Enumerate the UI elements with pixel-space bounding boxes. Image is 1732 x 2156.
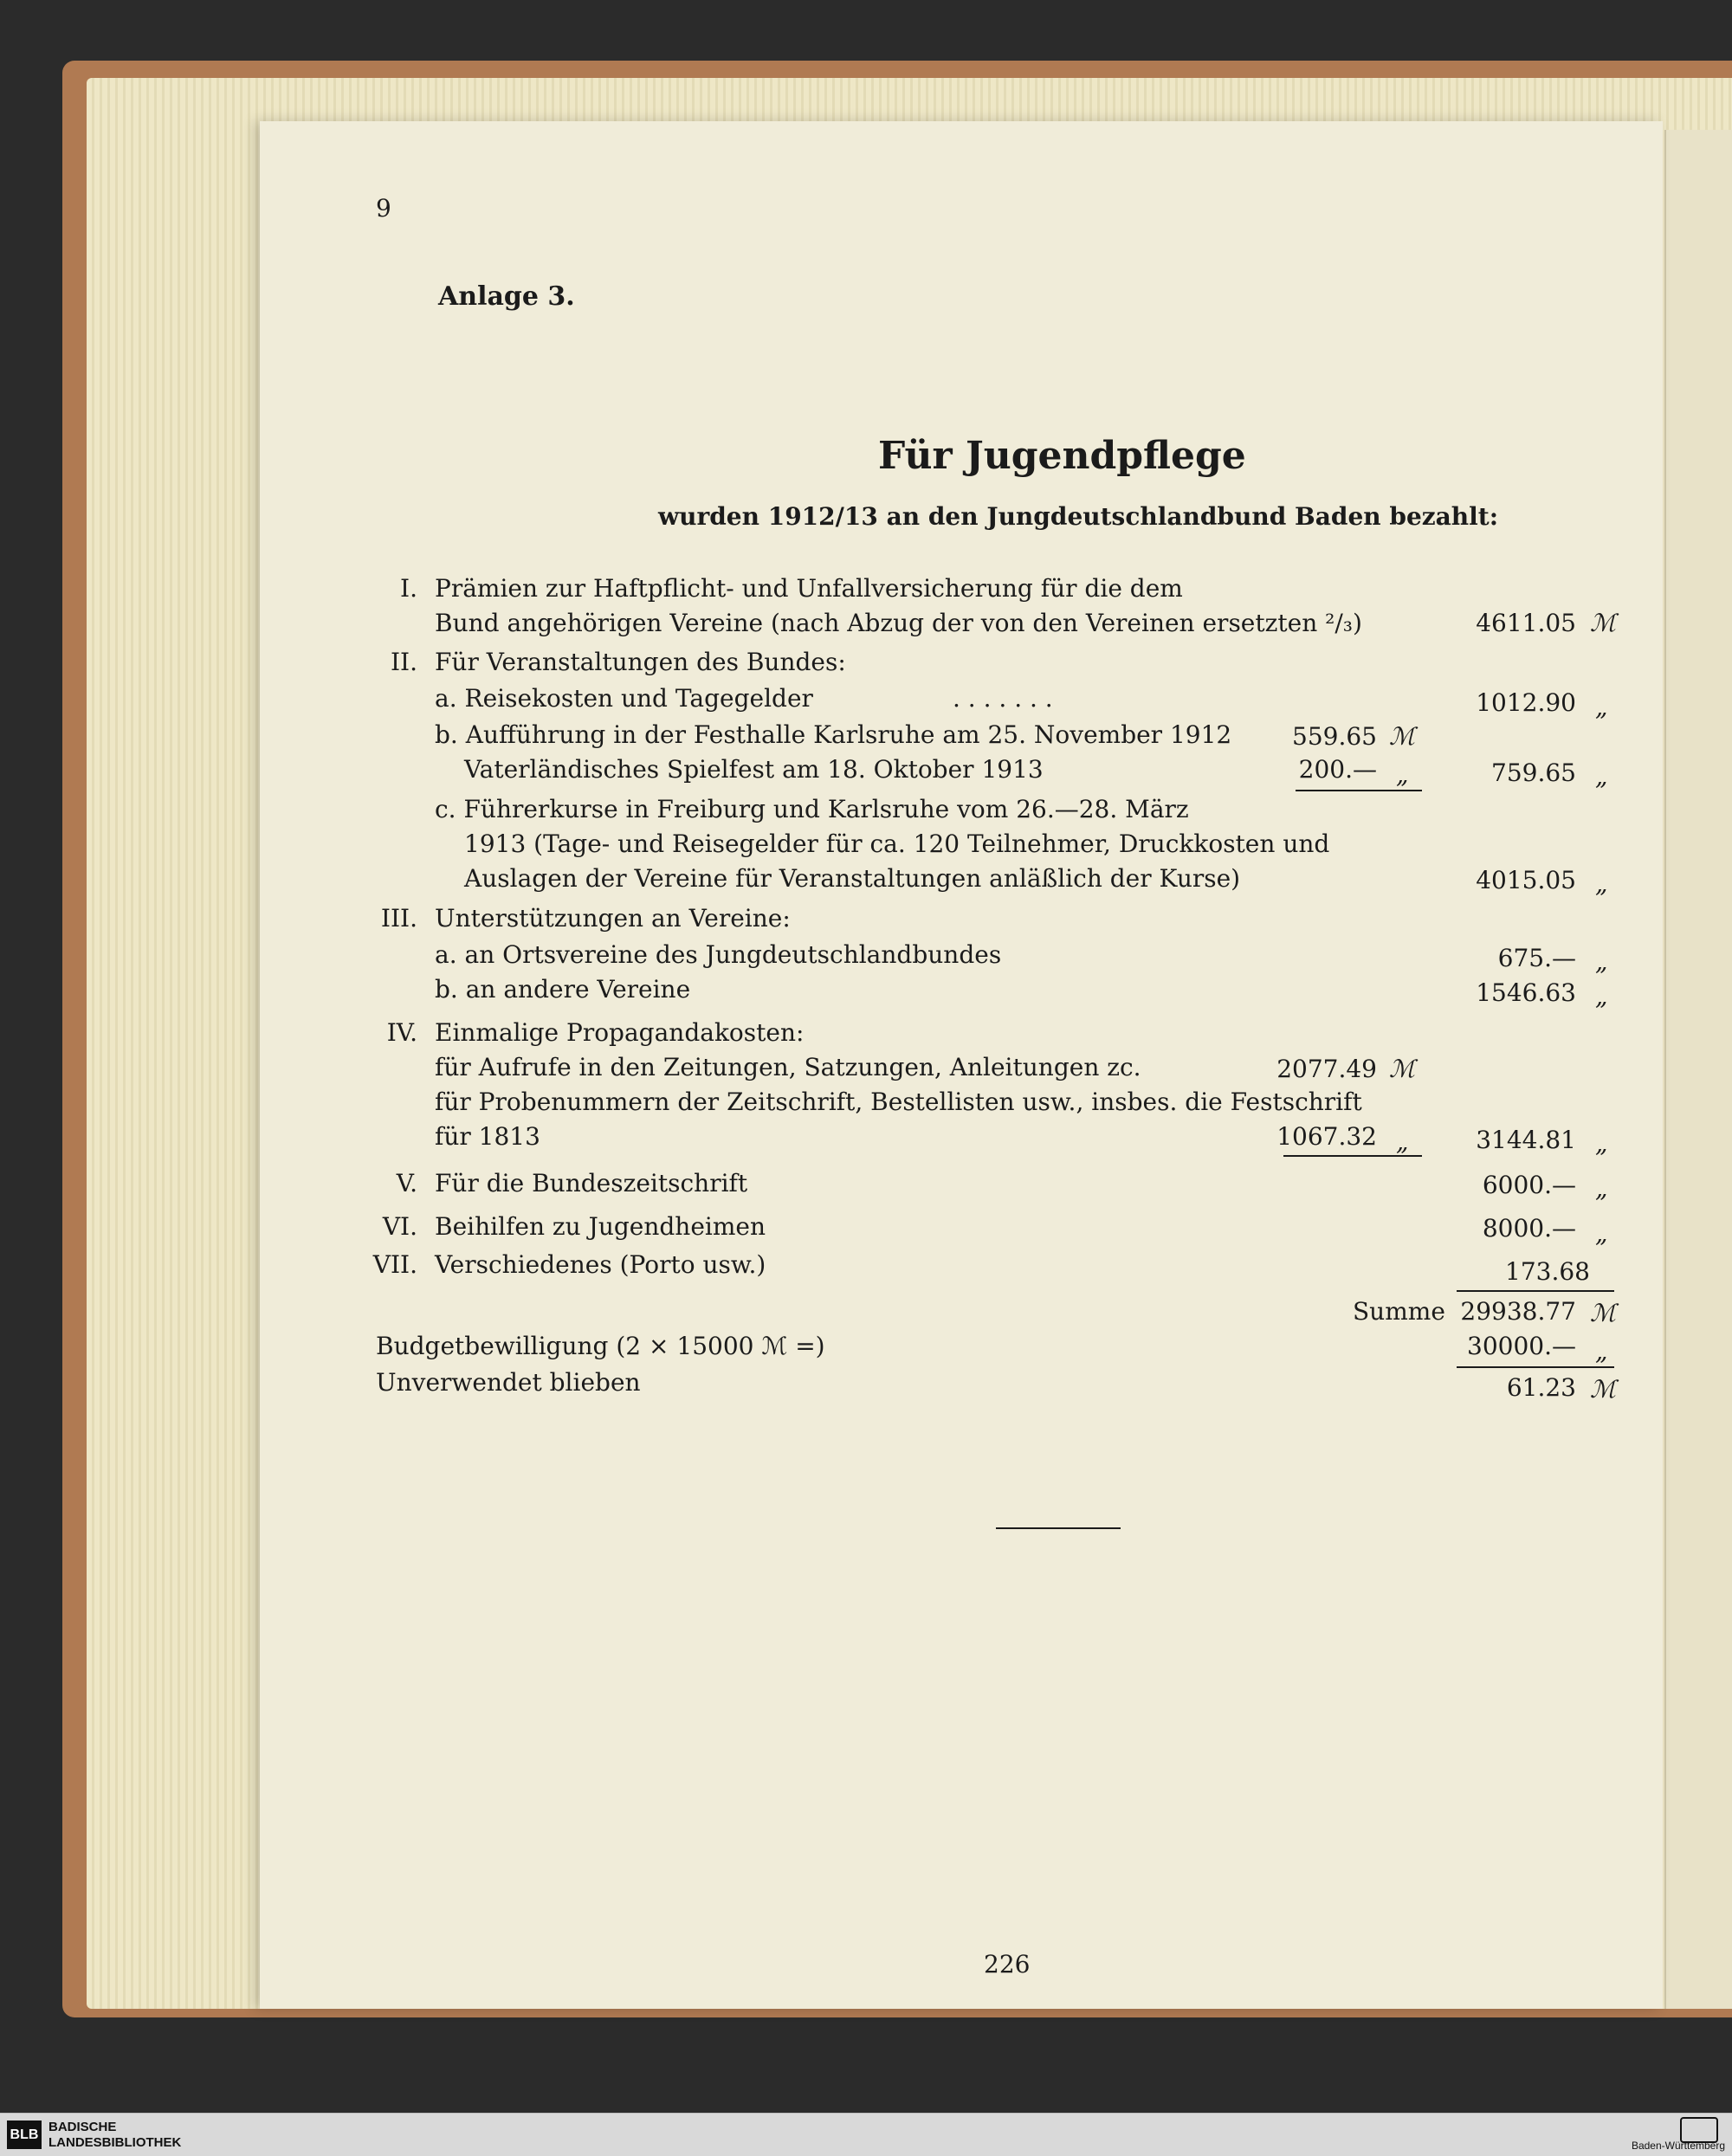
numeral-vii: VII. [372, 1250, 417, 1279]
summe-unit: ℳ [1590, 1299, 1616, 1327]
budget-unit: „ [1595, 1337, 1608, 1365]
item-ii-heading: Für Veranstaltungen des Bundes: [435, 648, 846, 676]
item-iv-line3: für 1813 [435, 1122, 540, 1151]
budget-label: Budgetbewilligung (2 × 15000 ℳ =) [376, 1332, 825, 1360]
numeral-iv: IV. [386, 1018, 417, 1047]
total-rule [1457, 1290, 1614, 1292]
item-i-amount: 4611.05 [1476, 609, 1576, 637]
numeral-vi: VI. [382, 1212, 417, 1241]
library-name: BADISCHE LANDESBIBLIOTHEK [48, 2120, 182, 2150]
blb-logo: BLB [7, 2120, 42, 2149]
item-v-amount: 6000.— [1482, 1171, 1576, 1199]
item-i-line1: Prämien zur Haftpflicht- und Unfallversicherung für die dem [435, 574, 1183, 603]
item-i-unit: ℳ [1590, 609, 1616, 637]
unused-amount: 61.23 [1506, 1373, 1576, 1402]
item-iii-b-unit: „ [1595, 982, 1608, 1010]
item-ii-c-line1: c. Führerkurse in Freiburg und Karlsruhe vom 26.—28. März [435, 795, 1189, 823]
item-v-label: Für die Bundeszeitschrift [435, 1169, 748, 1197]
unused-label: Unverwendet blieben [376, 1368, 641, 1397]
item-iii-a-amount: 675.— [1497, 944, 1576, 972]
item-iv-sub1-unit: ℳ [1389, 1055, 1415, 1083]
item-vi-amount: 8000.— [1482, 1214, 1576, 1243]
item-ii-c-line2: 1913 (Tage- und Reisegelder für ca. 120 Teilnehmer, Druckkosten und [464, 829, 1330, 858]
item-ii-a-label: a. Reisekosten und Tagegelder [435, 684, 813, 713]
numeral-v: V. [396, 1169, 417, 1197]
item-iv-unit: „ [1595, 1129, 1608, 1158]
numeral-ii: II. [390, 648, 417, 676]
item-iv-heading: Einmalige Propagandakosten: [435, 1018, 805, 1047]
subtotal-rule [1296, 790, 1422, 791]
item-ii-b-unit: „ [1595, 762, 1608, 791]
bottom-page-number: 226 [984, 1950, 1031, 1978]
item-vi-label: Beihilfen zu Jugendheimen [435, 1212, 766, 1241]
summe-amount: 29938.77 [1460, 1297, 1576, 1326]
item-iv-sub1: 2077.49 [1276, 1055, 1377, 1083]
item-iii-a-label: a. an Ortsvereine des Jungdeutschlandbundes [435, 940, 1002, 969]
numeral-i: I. [400, 574, 417, 603]
item-iii-heading: Unterstützungen an Vereine: [435, 904, 791, 933]
item-vii-label: Verschiedenes (Porto usw.) [435, 1250, 766, 1279]
item-iv-amount: 3144.81 [1476, 1126, 1576, 1154]
dot-leader: . . . . . . . [953, 684, 1053, 713]
item-iv-sub2: 1067.32 [1276, 1122, 1377, 1151]
item-ii-c-amount: 4015.05 [1476, 866, 1576, 894]
item-ii-c-line3: Auslagen der Vereine für Veranstaltungen anläßlich der Kurse) [464, 864, 1241, 893]
closing-rule [996, 1527, 1121, 1529]
item-ii-a-amount: 1012.90 [1476, 688, 1576, 717]
total-rule [1457, 1366, 1614, 1368]
item-ii-b-sub2: 200.— [1298, 755, 1377, 784]
item-ii-b-amount: 759.65 [1491, 758, 1576, 787]
item-iii-b-label: b. an andere Vereine [435, 975, 691, 1004]
numeral-iii: III. [380, 904, 417, 933]
item-iii-b-amount: 1546.63 [1476, 978, 1576, 1007]
summe-label: Summe [1353, 1297, 1445, 1326]
item-ii-b-sub1: 559.65 [1292, 722, 1377, 751]
item-ii-c-unit: „ [1595, 869, 1608, 898]
item-ii-b-sub2-unit: „ [1396, 760, 1409, 789]
item-ii-a-unit: „ [1595, 693, 1608, 721]
subtotal-rule [1283, 1155, 1422, 1157]
item-i-line2: Bund angehörigen Vereine (nach Abzug der von den Vereinen ersetzten ²/₃) [435, 609, 1362, 637]
page-subtitle: wurden 1912/13 an den Jungdeutschlandbund Baden bezahlt: [658, 502, 1499, 531]
state-name: Baden-Württemberg [1631, 2140, 1725, 2152]
item-iv-sub2-unit: „ [1396, 1127, 1409, 1156]
item-vii-amount: 173.68 [1505, 1257, 1590, 1286]
item-iii-a-unit: „ [1595, 947, 1608, 976]
item-vi-unit: „ [1595, 1219, 1608, 1248]
budget-amount: 30000.— [1467, 1332, 1576, 1360]
viewer-footer [0, 2113, 1732, 2156]
page-number: 9 [376, 194, 391, 223]
item-v-unit: „ [1595, 1174, 1608, 1203]
item-iv-line2: für Probenummern der Zeitschrift, Bestellisten usw., insbes. die Festschrift [435, 1088, 1362, 1116]
annex-label: Anlage 3. [438, 281, 575, 312]
item-ii-b-line2: Vaterländisches Spielfest am 18. Oktober 1913 [464, 755, 1044, 784]
unused-unit: ℳ [1590, 1375, 1616, 1404]
page-title: Für Jugendpflege [878, 434, 1246, 478]
item-ii-b-sub1-unit: ℳ [1389, 722, 1415, 751]
item-iv-line1: für Aufrufe in den Zeitungen, Satzungen, Anleitungen zc. [435, 1053, 1141, 1081]
item-ii-b-line1: b. Aufführung in der Festhalle Karlsruhe am 25. November 1912 [435, 720, 1232, 749]
